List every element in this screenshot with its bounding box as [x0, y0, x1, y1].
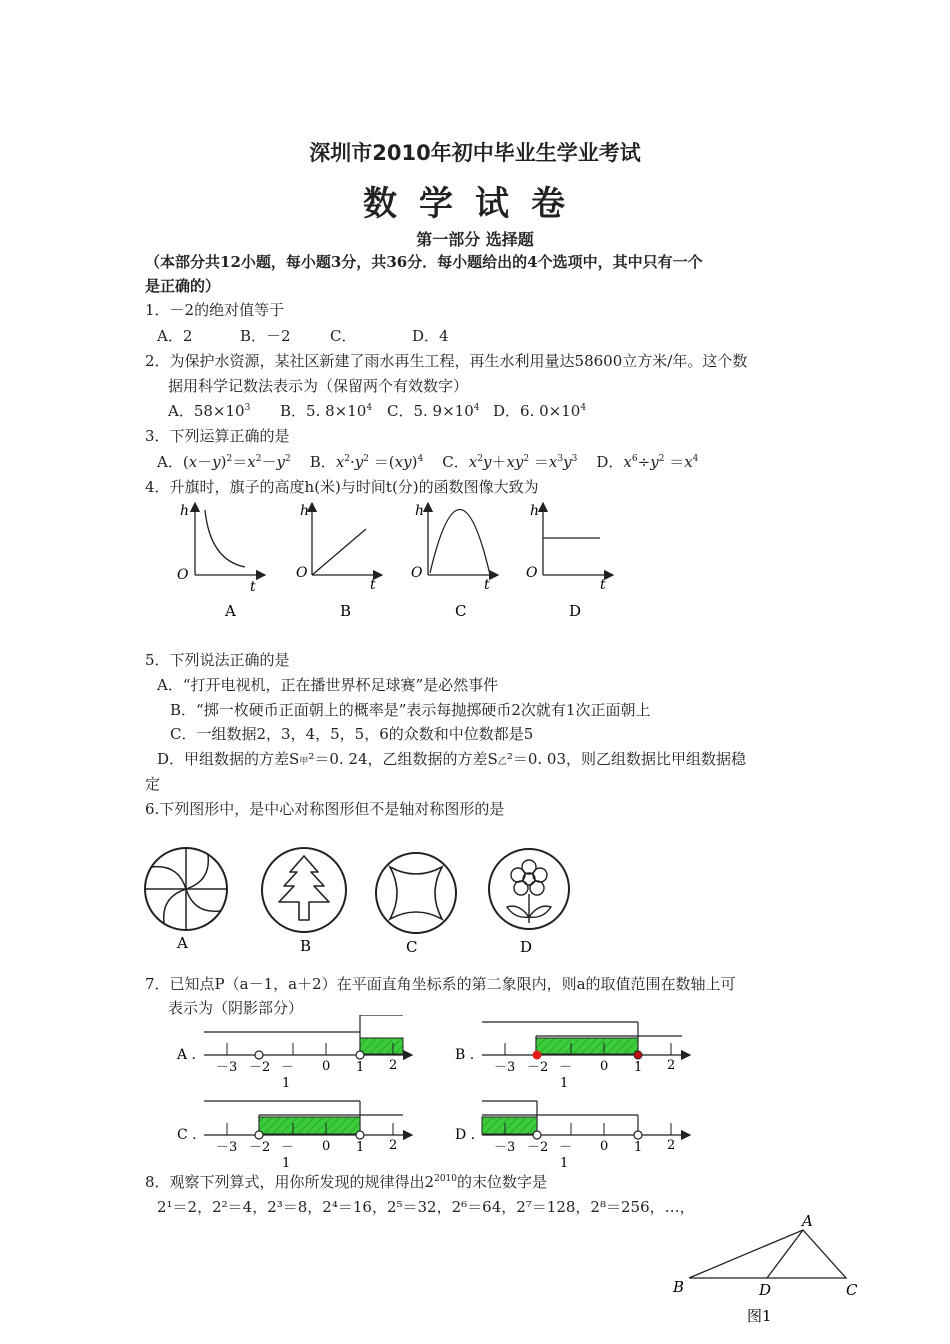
svg-text:1: 1 — [356, 1060, 365, 1075]
q1-option-a: A．2 — [157, 327, 193, 345]
vertex-a-label: A — [802, 1212, 813, 1230]
q2-stem-line1: 2．为保护水资源，某社区新建了雨水再生工程，再生水利用量达58600立方米/年。这个数 — [145, 352, 748, 370]
figure-concave-square — [376, 853, 456, 933]
svg-text:－3: －3 — [494, 1060, 516, 1075]
instructions-line1: （本部分共12小题，每小题3分，共36分．每小题给出的4个选项中，其中只有一个 — [145, 253, 703, 271]
figure-tree — [262, 848, 346, 932]
figure-b-label: B — [300, 937, 312, 955]
figure-pinwheel — [145, 848, 227, 930]
svg-text:－: － — [281, 1060, 295, 1075]
q4-graphs — [160, 495, 640, 625]
q2-stem-line2: 据用科学记数法表示为（保留两个有效数字） — [168, 377, 469, 395]
svg-text:0: 0 — [600, 1139, 609, 1154]
svg-text:1: 1 — [634, 1140, 643, 1155]
vertex-c-label: C — [846, 1281, 858, 1299]
svg-text:－3: －3 — [216, 1060, 238, 1075]
q8-series: 2¹＝2，2²＝4，2³＝8，2⁴＝16，2⁵＝32，2⁶＝64，2⁷＝128，2⁸＝256，…， — [157, 1198, 695, 1216]
q3-options: A．$(x-y)^2=x^2-y^2$ B．$x^2\cdot y^2 =(xy)^4$ C．$x^2y+xy^2 =x^3y^3$ D．$x^6\div y^2 =x^4$ — [157, 453, 699, 471]
option-b-label: B . — [455, 1047, 475, 1063]
graph-b-caption: B — [340, 602, 352, 620]
graph-a — [177, 503, 265, 595]
q5-option-d: D．甲组数据的方差S甲²＝0. 24，乙组数据的方差S乙²＝0. 03，则乙组数据比甲组数据稳 — [157, 750, 746, 768]
q2-option-c: C．5. $9\times 10^4$ — [387, 402, 480, 420]
figure-a-label: A — [177, 934, 188, 952]
q7-number-lines — [170, 1015, 710, 1175]
figure-1-caption: 图1 — [747, 1307, 772, 1325]
q3-stem: 3．下列运算正确的是 — [145, 427, 290, 445]
svg-text:1: 1 — [282, 1076, 291, 1091]
svg-text:－: － — [281, 1140, 295, 1155]
graph-b-origin: O — [296, 565, 308, 581]
svg-text:0: 0 — [322, 1059, 331, 1074]
svg-text:－2: －2 — [249, 1140, 271, 1155]
numberline-c — [177, 1101, 412, 1171]
numberline-d — [455, 1101, 690, 1171]
numberline-a — [176, 1015, 412, 1091]
svg-text:1: 1 — [356, 1140, 365, 1155]
figure-d-label: D — [520, 938, 533, 956]
svg-text:1: 1 — [560, 1156, 569, 1171]
q5-option-d-cont: 定 — [145, 775, 161, 793]
q1-option-c: C． — [330, 327, 357, 345]
graph-b-h-label: h — [300, 503, 310, 519]
svg-text:0: 0 — [322, 1139, 331, 1154]
svg-text:2: 2 — [389, 1058, 398, 1073]
q2-option-a: A．$58\times 10^3$ — [168, 402, 251, 420]
q6-stem: 6.下列图形中，是中心对称图形但不是轴对称图形的是 — [145, 800, 505, 818]
graph-d-caption: D — [569, 602, 582, 620]
option-d-label: D . — [455, 1127, 476, 1143]
q5-option-c: C．一组数据2，3，4，5，5，6的众数和中位数都是5 — [170, 725, 534, 743]
q2-option-b: B．5. $8\times 10^4$ — [280, 402, 373, 420]
q6-figures — [140, 840, 580, 965]
graph-d-origin: O — [526, 565, 538, 581]
q1-option-b: B．－2 — [240, 327, 291, 345]
svg-text:－3: －3 — [494, 1140, 516, 1155]
figure-flower — [489, 849, 569, 929]
graph-c — [411, 503, 498, 593]
numberline-b — [455, 1022, 690, 1091]
graph-b — [296, 503, 382, 593]
exam-title: 深圳市2010年初中毕业生学业考试 — [309, 141, 641, 165]
graph-c-origin: O — [411, 565, 423, 581]
figure-1-triangle — [665, 1205, 875, 1340]
graph-a-h-label: h — [180, 503, 190, 519]
paper-title: 数学试卷 — [363, 184, 587, 224]
svg-text:－: － — [559, 1140, 573, 1155]
q7-stem-line1: 7．已知点P（a－1，a＋2）在平面直角坐标系的第二象限内，则a的取值范围在数轴上可 — [145, 975, 736, 993]
svg-text:－2: －2 — [527, 1140, 549, 1155]
q4-stem: 4．升旗时，旗子的高度h(米)与时间t(分)的函数图像大致为 — [145, 478, 539, 496]
q1-stem: 1．－2的绝对值等于 — [145, 301, 285, 319]
svg-text:2: 2 — [667, 1058, 676, 1073]
svg-text:1: 1 — [560, 1076, 569, 1091]
vertex-b-label: B — [673, 1278, 685, 1296]
graph-d-h-label: h — [530, 503, 540, 519]
graph-a-t-label: t — [250, 579, 256, 595]
section-title: 第一部分 选择题 — [416, 230, 534, 249]
svg-text:2: 2 — [389, 1138, 398, 1153]
q5-option-b: B．“掷一枚硬币正面朝上的概率是”表示每抛掷硬币2次就有1次正面朝上 — [170, 701, 651, 719]
svg-text:1: 1 — [634, 1060, 643, 1075]
graph-d-t-label: t — [600, 577, 606, 593]
graph-c-h-label: h — [415, 503, 425, 519]
svg-text:－: － — [559, 1060, 573, 1075]
svg-text:2: 2 — [667, 1138, 676, 1153]
q5-option-a: A．“打开电视机，正在播世界杯足球赛”是必然事件 — [157, 676, 499, 694]
graph-c-caption: C — [455, 602, 467, 620]
q7-stem-line2: 表示为（阴影部分） — [168, 999, 304, 1017]
graph-c-t-label: t — [484, 577, 490, 593]
q8-stem: 8．观察下列算式，用你所发现的规律得出$2^{2010}$的末位数字是 — [145, 1173, 548, 1191]
svg-text:－2: －2 — [527, 1060, 549, 1075]
svg-text:－3: －3 — [216, 1140, 238, 1155]
vertex-d-label: D — [759, 1281, 772, 1299]
instructions-line2: 是正确的） — [145, 277, 221, 295]
graph-b-t-label: t — [370, 577, 376, 593]
q1-option-d: D．4 — [412, 327, 449, 345]
graph-a-caption: A — [225, 602, 236, 620]
q2-option-d: D．6. $0\times 10^4$ — [493, 402, 587, 420]
svg-text:－2: －2 — [249, 1060, 271, 1075]
q5-stem: 5．下列说法正确的是 — [145, 651, 290, 669]
svg-text:1: 1 — [282, 1156, 291, 1171]
option-a-label: A . — [177, 1047, 197, 1063]
graph-d — [526, 503, 613, 593]
figure-c-label: C — [406, 938, 418, 956]
graph-a-origin: O — [177, 567, 189, 583]
option-c-label: C . — [177, 1127, 197, 1143]
svg-text:0: 0 — [600, 1059, 609, 1074]
